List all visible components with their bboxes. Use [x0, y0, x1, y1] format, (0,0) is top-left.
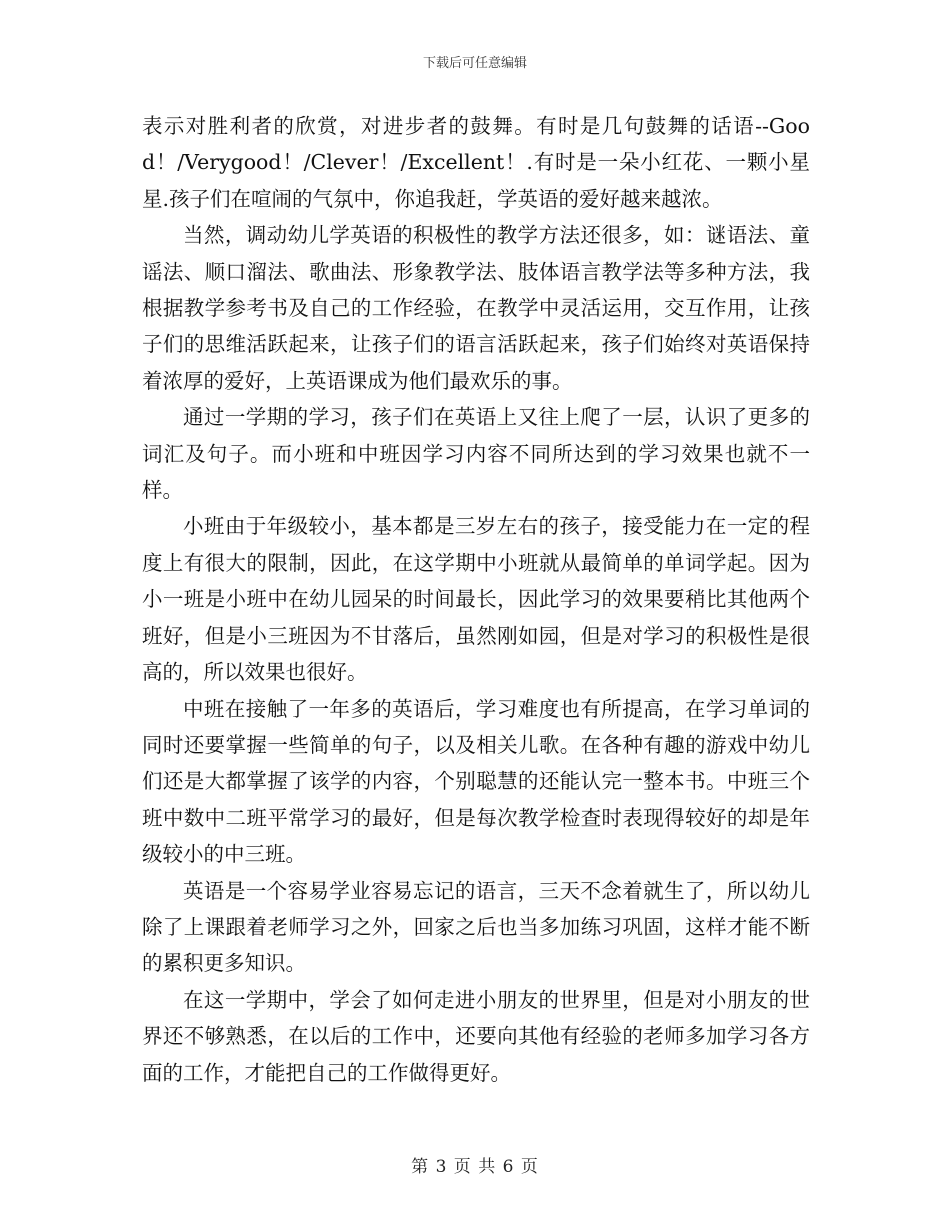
paragraph-middle-class: 中班在接触了一年多的英语后，学习难度也有所提高，在学习单词的同时还要掌握一些简单的句子，以及相关儿歌。在各种有趣的游戏中幼儿们还是大都掌握了该学的内容，个别聪慧的还能认完一整本书。中班三个班中数中二班平常学习的最好，但是每次教学检查时表现得较好的却是年级较小的中三班。	[142, 696, 810, 867]
page-header: 下载后可任意编辑	[422, 56, 527, 71]
paragraph-semester-summary: 通过一学期的学习，孩子们在英语上又往上爬了一层，认识了更多的词汇及句子。而小班和中班因学习内容不同所达到的学习效果也就不一样。	[142, 405, 810, 503]
paragraph-practice-at-home: 英语是一个容易学业容易忘记的语言，三天不念着就生了，所以幼儿除了上课跟着老师学习之外，回家之后也当多加练习巩固，这样才能不断的累积更多知识。	[142, 878, 810, 976]
paragraph-continuation: 表示对胜利者的欣赏，对进步者的鼓舞。有时是几句鼓舞的话语--Good！/Verygood！/Clever！/Excellent！.有时是一朵小红花、一颗小星星.孩子们在喧闹的气氛中，你追我赶，学英语的爱好越来越浓。	[142, 114, 810, 211]
document-body	[142, 108, 810, 1091]
paragraph-small-class: 小班由于年级较小，基本都是三岁左右的孩子，接受能力在一定的程度上有很大的限制，因此，在这学期中小班就从最简单的单词学起。因为小一班是小班中在幼儿园呆的时间最长，因此学习的效果要稍比其他两个班好，但是小三班因为不甘落后，虽然刚如园，但是对学习的积极性是很高的，所以效果也很好。	[142, 514, 810, 685]
paragraph-teaching-methods: 当然，调动幼儿学英语的积极性的教学方法还很多，如：谜语法、童谣法、顺口溜法、歌曲法、形象教学法、肢体语言教学法等多种方法，我根据教学参考书及自己的工作经验，在教学中灵活运用，交互作用，让孩子们的思维活跃起来，让孩子们的语言活跃起来，孩子们始终对英语保持着浓厚的爱好，上英语课成为他们最欢乐的事。	[142, 223, 810, 393]
paragraph-reflection: 在这一学期中，学会了如何走进小朋友的世界里，但是对小朋友的世界还不够熟悉，在以后的工作中，还要向其他有经验的老师多加学习各方面的工作，才能把自己的工作做得更好。	[142, 987, 810, 1085]
page-number: 第 3 页 共 6 页	[411, 1157, 539, 1177]
